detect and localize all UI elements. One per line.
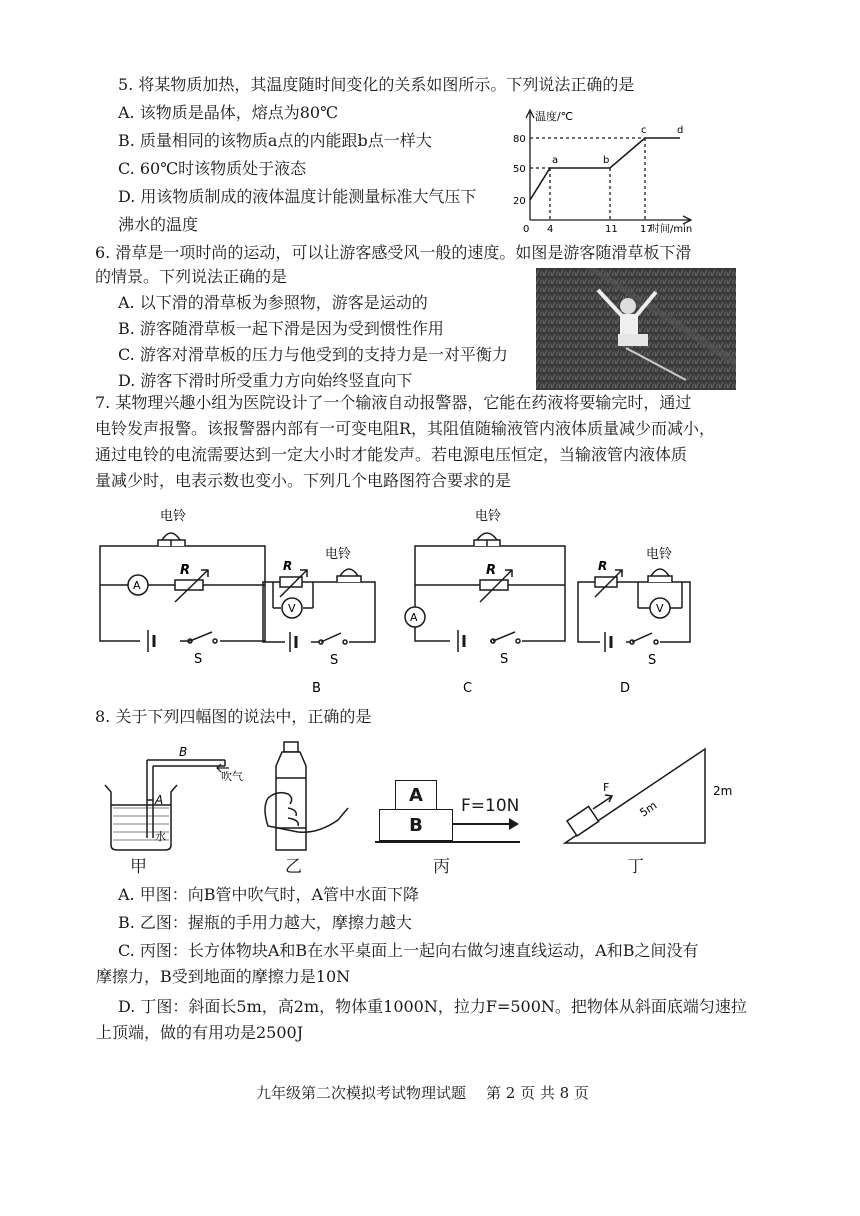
q8-option-b: B. 乙图：握瓶的手用力越大，摩擦力越大 xyxy=(118,913,412,932)
fig-jia-beaker xyxy=(95,740,255,880)
block-b-label: B xyxy=(409,814,423,836)
q5-option-c: C. 60℃时该物质处于液态 xyxy=(118,159,307,178)
circuit-c-s-label: S xyxy=(500,652,509,667)
fig-label-yi: 乙 xyxy=(285,857,302,877)
circuit-a-r-label: R xyxy=(180,563,191,578)
circuit-d-voltmeter: V xyxy=(656,602,664,615)
circuit-c-ammeter: A xyxy=(410,611,418,624)
fig-yi-bottle xyxy=(258,738,353,858)
q5-stem: 5. 将某物质加热，其温度随时间变化的关系如图所示。下列说法正确的是 xyxy=(118,75,635,94)
ground-line xyxy=(375,841,520,843)
graph-point-d: d xyxy=(677,125,684,136)
circuit-d-r-label: R xyxy=(598,559,608,573)
graph-xtick-17: 17 xyxy=(640,224,653,235)
circuit-b-bell-label: 电铃 xyxy=(325,547,352,562)
q6-option-c: C. 游客对滑草板的压力与他受到的支持力是一对平衡力 xyxy=(118,345,508,364)
graph-ytick-50: 50 xyxy=(513,164,526,175)
fig-jia-a: A xyxy=(155,793,164,807)
graph-point-b: b xyxy=(603,155,610,166)
footer-title: 九年级第二次模拟考试物理试题 xyxy=(256,1084,467,1102)
fig-ding-force: F xyxy=(603,781,610,794)
q8-option-c: C. 丙图：长方体物块A和B在水平桌面上一起向右做匀速直线运动，A和B之间没有 xyxy=(118,941,699,960)
graph-ytick-80: 80 xyxy=(513,134,526,145)
graph-ylabel: 温度/℃ xyxy=(535,110,574,123)
fig-bing-blocks xyxy=(375,780,520,845)
q7-line1: 7. 某物理兴趣小组为医院设计了一个输液自动报警器，它能在药液将要输完时，通过 xyxy=(95,393,692,412)
fig-jia-b: B xyxy=(179,745,188,759)
fig-ding-incline xyxy=(555,745,755,850)
grass-sliding-photo xyxy=(536,268,736,390)
circuit-a-s-label: S xyxy=(194,652,203,667)
circuit-d-s-label: S xyxy=(648,653,657,668)
block-a-label: A xyxy=(409,784,423,806)
q6-option-d: D. 游客下滑时所受重力方向始终竖直向下 xyxy=(118,371,413,390)
fig-ding-height: 2m xyxy=(713,784,733,798)
fig-jia-blow: 吹气 xyxy=(221,770,243,783)
circuit-a xyxy=(90,500,270,670)
q7-line3: 通过电铃的电流需要达到一定大小时才能发声。若电源电压恒定，当输液管内液体质 xyxy=(95,445,688,464)
graph-xtick-0: 0 xyxy=(523,224,530,235)
q8-option-a: A. 甲图：向B管中吹气时，A管中水面下降 xyxy=(118,885,420,904)
graph-xtick-4: 4 xyxy=(547,224,554,235)
block-a xyxy=(395,780,437,810)
circuit-c-r-label: R xyxy=(486,563,497,578)
q6-stem-line2: 的情景。下列说法正确的是 xyxy=(95,267,288,286)
q7-line2: 电铃发声报警。该报警器内部有一可变电阻R，其阻值随输液管内液体质量减少而减小， xyxy=(95,419,716,438)
circuit-d-label: D xyxy=(620,681,631,696)
footer-page: 第 2 页 共 8 页 xyxy=(486,1084,589,1102)
q8-option-c-cont: 摩擦力，B受到地面的摩擦力是10N xyxy=(96,967,351,986)
graph-ytick-20: 20 xyxy=(513,196,526,207)
circuit-b-voltmeter: V xyxy=(288,602,296,615)
graph-point-c: c xyxy=(641,125,647,136)
fig-jia-water: 水 xyxy=(155,830,166,843)
circuit-c-bell-label: 电铃 xyxy=(475,509,502,524)
fig-label-ding: 丁 xyxy=(627,857,644,877)
force-arrow xyxy=(453,823,513,825)
q5-option-a: A. 该物质是晶体，熔点为80℃ xyxy=(118,103,338,122)
fig-label-jia: 甲 xyxy=(130,857,147,877)
circuit-c xyxy=(400,500,575,695)
q8-option-d: D. 丁图：斜面长5m，高2m，物体重1000N，拉力F=500N。把物体从斜面底端匀速拉 xyxy=(118,997,747,1016)
circuit-d-bell-label: 电铃 xyxy=(646,547,673,562)
force-arrow-head xyxy=(509,818,519,830)
circuit-a-bell-label: 电铃 xyxy=(160,509,187,524)
q5-option-b: B. 质量相同的该物质a点的内能跟b点一样大 xyxy=(118,131,432,150)
circuit-b xyxy=(255,540,390,700)
force-label: F=10N xyxy=(461,796,520,816)
q5-option-d: D. 用该物质制成的液体温度计能测量标准大气压下 xyxy=(118,187,477,206)
q5-temperature-graph xyxy=(505,100,705,235)
graph-point-a: a xyxy=(552,155,559,166)
q6-stem-line1: 6. 滑草是一项时尚的运动，可以让游客感受风一般的速度。如图是游客随滑草板下滑 xyxy=(95,243,692,262)
graph-xtick-11: 11 xyxy=(605,224,618,235)
q8-option-d-cont: 上顶端，做的有用功是2500J xyxy=(96,1023,304,1042)
q5-option-d-cont: 沸水的温度 xyxy=(118,215,199,234)
q6-option-b: B. 游客随滑草板一起下滑是因为受到惯性作用 xyxy=(118,319,444,338)
fig-label-bing: 丙 xyxy=(433,857,450,877)
circuit-a-ammeter: A xyxy=(133,579,141,592)
graph-xlabel: 时间/min xyxy=(650,224,693,235)
q6-option-a: A. 以下滑的滑草板为参照物，游客是运动的 xyxy=(118,293,428,312)
q7-line4: 量减少时，电表示数也变小。下列几个电路图符合要求的是 xyxy=(95,471,512,490)
circuit-b-r-label: R xyxy=(283,559,293,573)
block-b xyxy=(379,809,453,841)
fig-ding-length: 5m xyxy=(637,798,660,820)
circuit-b-s-label: S xyxy=(330,653,339,668)
circuit-b-label: B xyxy=(312,681,321,696)
circuit-c-label: C xyxy=(463,681,473,695)
circuit-d xyxy=(570,540,705,700)
q8-stem: 8. 关于下列四幅图的说法中，正确的是 xyxy=(95,707,372,726)
